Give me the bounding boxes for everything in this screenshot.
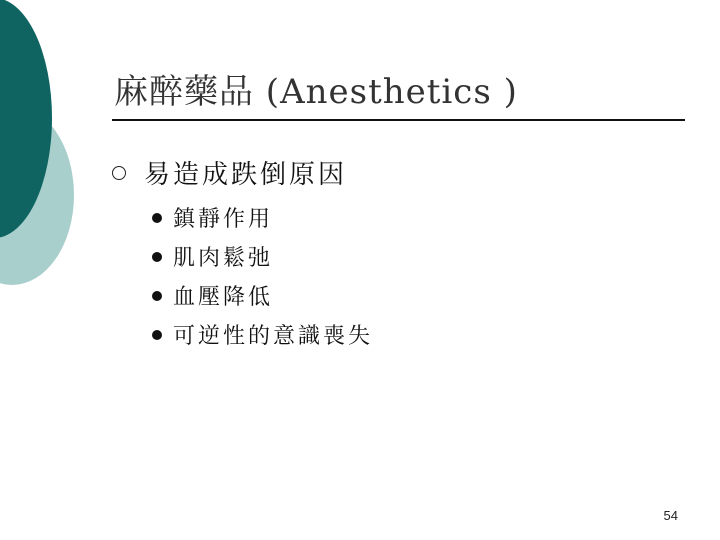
filled-dot-bullet-icon xyxy=(152,213,162,223)
decorative-teal-shapes xyxy=(0,0,130,300)
list-item xyxy=(152,315,373,354)
list-item-text: 鎮靜作用 xyxy=(173,207,274,232)
filled-dot-bullet-icon xyxy=(152,252,162,262)
slide-title: 麻醉藥品 (Anesthetics ) xyxy=(114,72,518,112)
bullet-heading: 易造成跌倒原因 xyxy=(144,160,348,190)
list-item xyxy=(152,276,373,315)
title-underline xyxy=(112,119,685,121)
list-item xyxy=(152,237,373,276)
list-item xyxy=(152,198,373,237)
list-item-text: 肌肉鬆弛 xyxy=(173,246,274,271)
list-item-text: 血壓降低 xyxy=(173,285,274,310)
bullet-level1 xyxy=(112,154,347,191)
sub-bullet-list xyxy=(152,198,373,354)
page-number: 54 xyxy=(663,508,678,523)
filled-dot-bullet-icon xyxy=(152,291,162,301)
list-item-text: 可逆性的意識喪失 xyxy=(173,324,374,349)
filled-dot-bullet-icon xyxy=(152,330,162,340)
hollow-circle-bullet-icon xyxy=(112,166,126,180)
